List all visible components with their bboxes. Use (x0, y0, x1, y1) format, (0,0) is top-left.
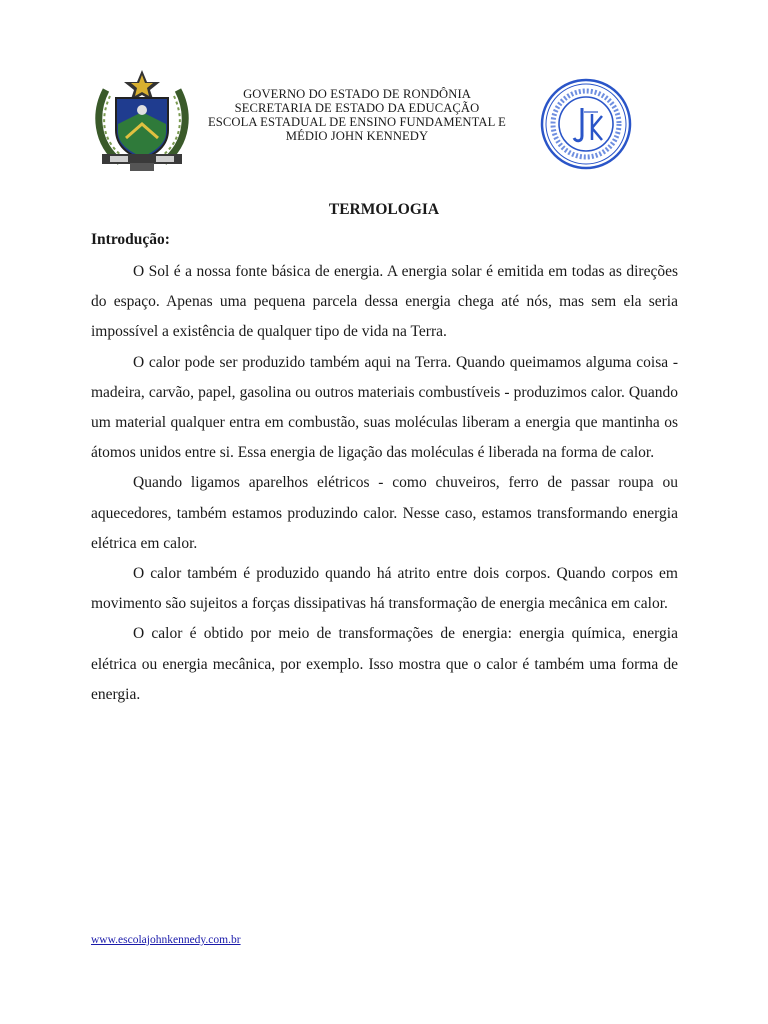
paragraph: Quando ligamos aparelhos elétricos - como chuveiros, ferro de passar roupa ou aquecedores, também estamos produzindo calor. Nesse caso, estamos transformando energia elétrica em calor. (91, 474, 678, 552)
paragraph: O calor é obtido por meio de transformações de energia: energia química, energia elétrica ou energia mecânica, por exemplo. Isso mostra que o calor é também uma forma de energia. (91, 625, 678, 703)
school-website-link[interactable]: www.escolajohnkennedy.com.br (91, 934, 241, 946)
document-body (91, 257, 678, 710)
paragraph: O calor pode ser produzido também aqui na Terra. Quando queimamos alguma coisa - madeira, carvão, papel, gasolina ou outros materiais combustíveis - produzimos calor. Quando um material qualquer entra em combustão, suas moléculas liberam a energia que mantinha os átomos unidos entre si. Essa energia de ligação das moléculas é liberada na forma de calor. (91, 353, 678, 462)
paragraph: O calor também é produzido quando há atrito entre dois corpos. Quando corpos em movimento são sujeitos a forças dissipativas há transformação de energia mecânica em calor. (91, 565, 678, 613)
header-line-school: ESCOLA ESTADUAL DE ENSINO FUNDAMENTAL E (208, 115, 506, 129)
school-seal-icon (540, 78, 632, 170)
paragraph: O Sol é a nossa fonte básica de energia. A energia solar é emitida em todas as direções do espaço. Apenas uma pequena parcela dessa energia chega até nós, mas sem ela seria impossível a existência de qualquer tipo de vida na Terra. (91, 263, 678, 341)
header-line-secretariat: SECRETARIA DE ESTADO DA EDUCAÇÃO (234, 101, 480, 115)
header-line-government: GOVERNO DO ESTADO DE RONDÔNIA (243, 87, 471, 101)
header-line-school-name: MÉDIO JOHN KENNEDY (285, 129, 429, 143)
school-header (190, 87, 524, 143)
section-heading: Introdução: (91, 231, 170, 248)
document-title: TERMOLOGIA (328, 201, 440, 218)
rondonia-coat-of-arms-icon (92, 68, 192, 172)
